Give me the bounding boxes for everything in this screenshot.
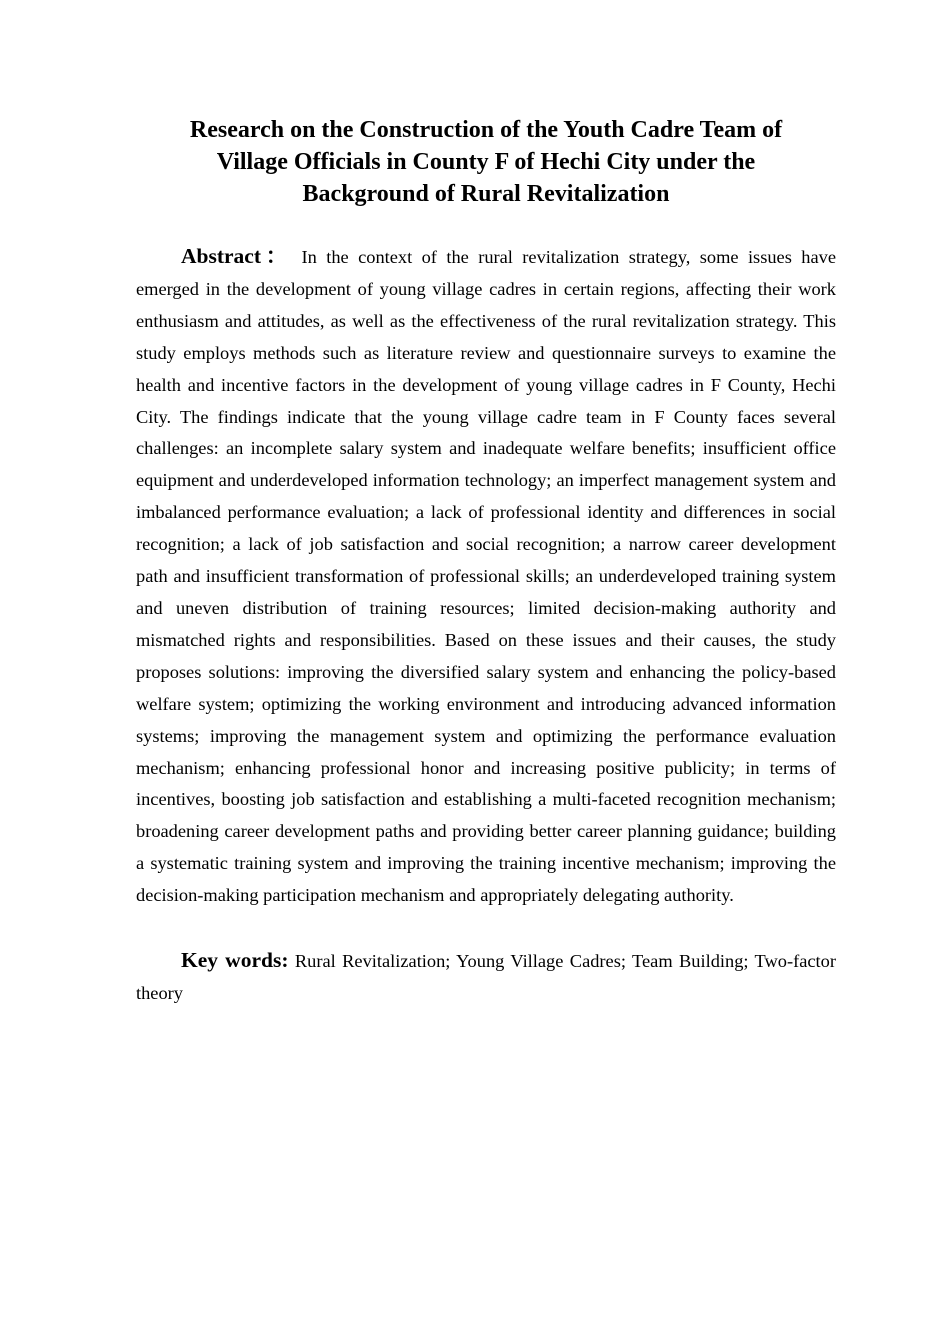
abstract-paragraph [136,241,836,912]
abstract-label: Abstract： [181,244,293,268]
paper-title-line-3: Background of Rural Revitalization [302,181,670,207]
paper-title [136,114,836,210]
paper-page [136,0,836,1010]
keywords-paragraph [136,945,836,1010]
keywords-text: Rural Revitalization; Young Village Cadres; Team Building; Two-factor theory [136,951,836,1003]
abstract-text: In the context of the rural revitalization strategy, some issues have emerged in the development of young village cadres in certain regions, affecting their work enthusiasm and attitudes, as well as the effectiveness of the rural revitalization strategy. This study employs methods such as literature review and questionnaire surveys to examine the health and incentive factors in the development of young village cadres in F County, Hechi City. The findings indicate that the young village cadre team in F County faces several challenges: an incomplete salary system and inadequate welfare benefits; insufficient office equipment and underdeveloped information technology; an imperfect management system and imbalanced performance evaluation; a lack of professional identity and differences in social recognition; a lack of job satisfaction and social recognition; a narrow career development path and insufficient transformation of professional skills; an underdeveloped training system and uneven distribution of training resources; limited decision-making authority and mismatched rights and responsibilities. Based on these issues and their causes, the study proposes solutions: improving the diversified salary system and enhancing the policy-based welfare system; optimizing the working environment and introducing advanced information systems; improving the management system and optimizing the performance evaluation mechanism; enhancing professional honor and increasing positive publicity; in terms of incentives, boosting job satisfaction and establishing a multi-faceted recognition mechanism; broadening career development paths and providing better career planning guidance; building a systematic training system and improving the training incentive mechanism; improving the decision-making participation mechanism and appropriately delegating authority. [136,247,836,906]
paper-title-line-2: Village Officials in County F of Hechi City under the [216,149,756,175]
keywords-label: Key words: [181,948,289,973]
paper-title-line-1: Research on the Construction of the Youth Cadre Team of [189,117,783,143]
